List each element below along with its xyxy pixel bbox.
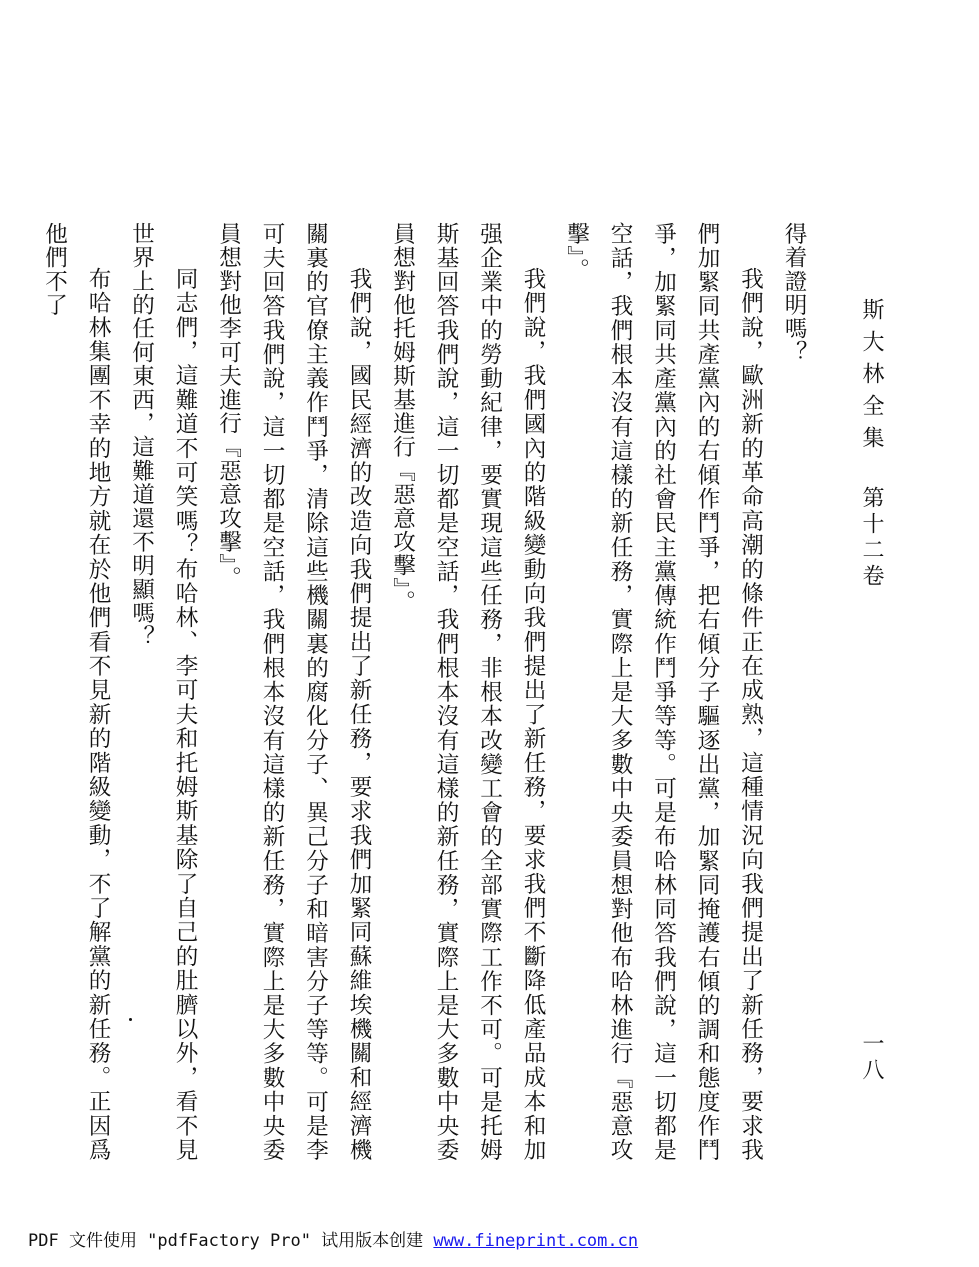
book-title: 斯大林全集 (859, 298, 884, 458)
paragraph: 我們說，歐洲新的革命高潮的條件正在成熟，這種情況向我們提出了新任務，要求我們加緊同共產黨內的右傾作鬥爭，把右傾分子驅逐出黨，加緊同掩護右傾的調和態度作鬥爭，加緊同共產黨內的社會民主黨傳統作鬥爭等等。可是布哈林同答我們說，這一切都是空話，我們根本沒有這樣的新任務，實際上是大多數中央委員想對他布哈林進行『惡意攻擊』。 (563, 222, 764, 1162)
pdf-footer (28, 1230, 638, 1252)
body-text (41, 222, 815, 1162)
fineprint-link[interactable]: www.fineprint.com.cn (433, 1231, 639, 1251)
paragraph: 同志們，這難道不可笑嗎？布哈林、李可夫和托姆斯基除了自己的肚臍以外，看不見世界上的任何東西，這難道還不明顯嗎？ (128, 222, 198, 1162)
paragraph: 得着證明嗎？ (781, 222, 807, 365)
page-number: 一八 (859, 1032, 884, 1084)
paragraph: 我們說，國民經濟的改造向我們提出了新任務，要求我們加緊同蘇維埃機關和經濟機關裏的官僚主義作鬥爭，清除這些機關裏的腐化分子、異己分子和暗害分子等等。可是李可夫回答我們說，這一切都是空話，我們根本沒有這樣的新任務，實際上是大多數中央委員想對他李可夫進行『惡意攻擊』。 (215, 222, 372, 1162)
running-head (857, 298, 885, 590)
paragraph: 布哈林集團不幸的地方就在於他們看不見新的階級變動，不了解黨的新任務。正因爲他們不了 (41, 222, 111, 1162)
footer-text: PDF 文件使用 "pdfFactory Pro" 试用版本创建 (28, 1231, 434, 1251)
paragraph: 我們說，我們國內的階級變動向我們提出了新任務，要求我們不斷降低產品成本和加强企業中的勞動紀律，要實現這些任務，非根本改變工會的全部實際工作不可。可是托姆斯基回答我們說，這一切都是空話，我們根本沒有這樣的新任務，實際上是大多數中央委員想對他托姆斯基進行『惡意攻擊』。 (389, 222, 546, 1162)
volume-label: 第十二卷 (859, 486, 884, 590)
scan-speck (129, 1018, 132, 1021)
